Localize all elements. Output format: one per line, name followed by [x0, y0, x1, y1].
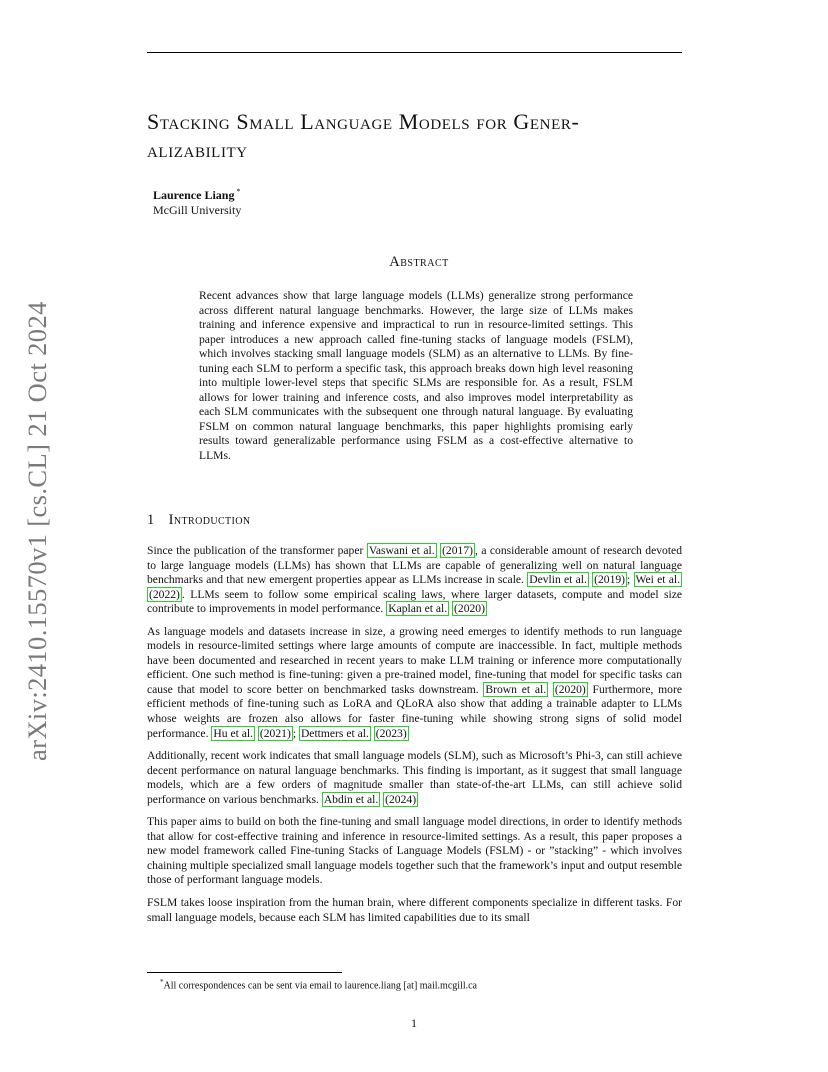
- text-run: ;: [627, 573, 634, 587]
- section-number: 1: [147, 512, 155, 528]
- paragraph-4: This paper aims to build on both the fine-tuning and small language model directions, in order to identify methods that allow for cost-effective training and inference in resource-limited settings. As a result, this paper proposes a new model framework called Fine-tuning Stacks of Language Models (FSLM) - or ”stacking” - which involves chaining multiple specialized small language models together such that the framework’s input and output resemble those of performant language models.: [147, 815, 682, 887]
- citation-year-link[interactable]: (2022): [149, 587, 180, 601]
- paper-title: [147, 108, 707, 164]
- title-line-1: Stacking Small Language Models for Gener-: [147, 109, 580, 134]
- abstract-heading-text: Abstract: [389, 254, 449, 270]
- footnote-marker: *: [160, 978, 164, 986]
- citation-link[interactable]: Kaplan et al.: [388, 602, 448, 616]
- paragraph-1: [147, 544, 682, 617]
- body-text: [147, 544, 682, 933]
- author-block: [153, 184, 241, 218]
- section-heading-introduction: [147, 512, 251, 529]
- page-number: 1: [411, 1016, 417, 1030]
- citation-link[interactable]: Vaswani et al.: [368, 544, 435, 557]
- text-run: As language models and datasets increase in size, a growing need emerges to identify methods to run language models in resource-limited settings where large amounts of compute are inaccessible. In fact, multiple methods have been documented and researched in recent years to make LLM training or inference more computationally efficient. One such method is fine-tuning: given a pre-trained model, fine-tuning that model for specific tasks can cause that model to score better on benchmarked tasks downstream.: [147, 624, 682, 696]
- author-footnote-marker[interactable]: *: [236, 187, 241, 196]
- top-rule: [147, 52, 682, 53]
- abstract-heading: [0, 254, 828, 271]
- footnote-rule: [147, 972, 342, 973]
- citation-link[interactable]: Wei et al.: [635, 573, 681, 587]
- citation-link[interactable]: Devlin et al.: [529, 573, 587, 587]
- citation-year-link[interactable]: (2019): [594, 573, 626, 587]
- text-run: , a considerable amount of research devoted to large language models (LLMs) has shown that LLMs are capable of generalizing well on natural language benchmarks and that new emergent properties appear as LLMs increase in scale.: [147, 544, 682, 587]
- citation-year-link[interactable]: (2024): [385, 792, 417, 806]
- text-run: ;: [292, 726, 299, 740]
- author-affiliation: McGill University: [153, 203, 242, 217]
- citation-year-link[interactable]: (2017): [442, 544, 473, 557]
- author-name: [153, 184, 241, 203]
- text-run: Since the publication of the transformer paper: [147, 544, 367, 557]
- paragraph-3: [147, 749, 682, 807]
- citation-link[interactable]: Dettmers et al.: [300, 726, 369, 740]
- footnote-text: All correspondences can be sent via email to laurence.liang [at] mail.mcgill.ca: [163, 980, 477, 992]
- footnote: [160, 976, 477, 992]
- abstract-text: Recent advances show that large language models (LLMs) generalize strong performance across different natural language benchmarks. However, the large size of LLMs makes training and inference expensive and impractical to run in resource-limited settings. This paper introduces a new approach called fine-tuning stacks of language models (FSLM), which involves stacking small language models (SLM) as an alternative to LLMs. By fine-tuning each SLM to perform a specific task, this approach breaks down high level reasoning into multiple lower-level steps that specific SLMs are responsible for. As a result, FSLM allows for lower training and inference costs, and also improves model interpretability as each SLM communicates with the subsequent one through natural language. By evaluating FSLM on common natural language benchmarks, this paper highlights promising early results toward generalizable performance using FSLM as a cost-effective alternative to LLMs.: [199, 289, 633, 463]
- title-line-2: alizability: [147, 137, 248, 162]
- paragraph-5: FSLM takes loose inspiration from the human brain, where different components specialize in different tasks. For small language models, because each SLM has limited capabilities due to its small: [147, 896, 682, 924]
- arxiv-identifier-stamp: arXiv:2410.15570v1 [cs.CL] 21 Oct 2024: [22, 301, 52, 761]
- author-name-text: Laurence Liang: [153, 188, 235, 202]
- paragraph-2: [147, 625, 682, 741]
- citation-link[interactable]: Brown et al.: [485, 682, 547, 696]
- citation-link[interactable]: Abdin et al.: [323, 792, 379, 806]
- citation-year-link[interactable]: (2020): [554, 682, 586, 696]
- citation-year-link[interactable]: (2023): [375, 726, 407, 740]
- section-title: Introduction: [168, 512, 251, 528]
- citation-year-link[interactable]: (2021): [259, 726, 291, 740]
- text-run: Furthermore, more efficient methods of fine-tuning such as LoRA and QLoRA also show that adding a trainable adapter to LLMs whose weights are frozen also allows for faster fine-tuning while showing strong signs of solid model performance.: [147, 682, 682, 740]
- citation-link[interactable]: Hu et al.: [213, 726, 253, 740]
- text-run: . LLMs seem to follow some empirical scaling laws, where larger datasets, compute and model size contribute to improvements in model performance.: [147, 587, 682, 616]
- citation-year-link[interactable]: (2020): [454, 602, 485, 616]
- text-run: Additionally, recent work indicates that small language models (SLM), such as Microsoft’s Phi-3, can still achieve decent performance on natural language benchmarks. This finding is important, as it suggest that small language models, which are a few orders of magnitude smaller than state-of-the-art LLMs, can still achieve solid performance on various benchmarks.: [147, 749, 682, 806]
